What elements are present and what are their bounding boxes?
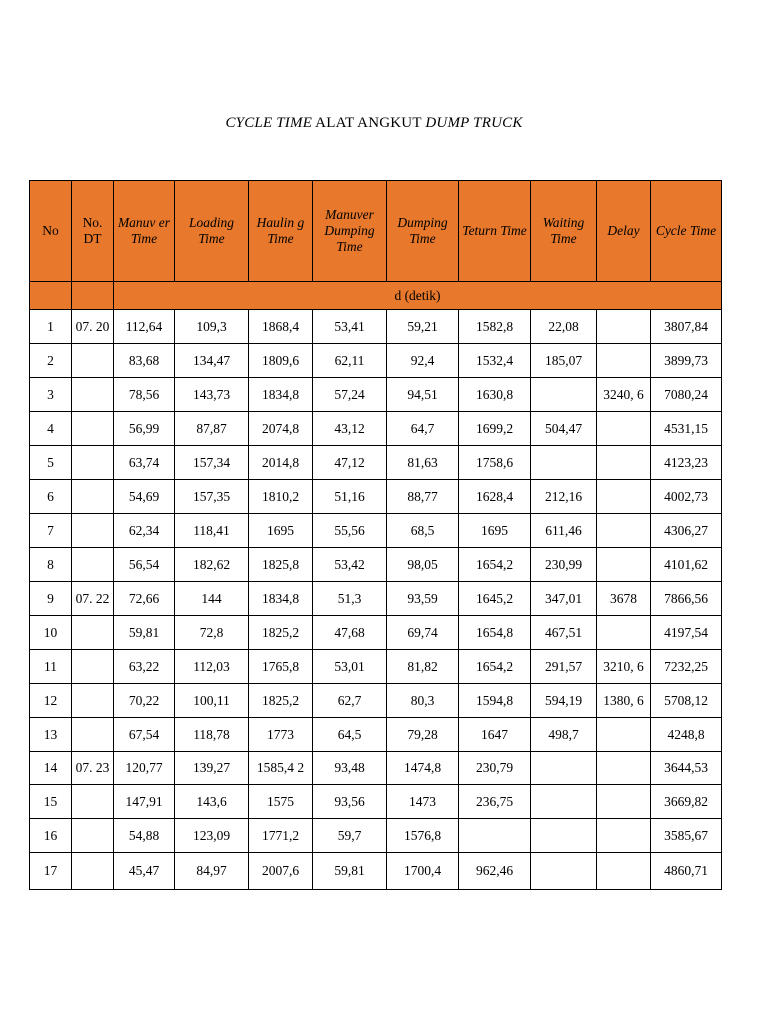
cell-teturn-time: 236,75 [459, 785, 531, 819]
table-row [30, 378, 722, 412]
cell-waiting-time: 22,08 [531, 310, 597, 344]
cell-waiting-time: 498,7 [531, 718, 597, 752]
cell-loading-time: 139,27 [175, 752, 249, 785]
table-row [30, 480, 722, 514]
cell-no: 11 [30, 650, 72, 684]
table-row [30, 718, 722, 752]
table-row [30, 412, 722, 446]
cell-manuver-time: 54,88 [114, 819, 175, 853]
header-teturn-time: Teturn Time [459, 181, 531, 282]
cell-no-dt [72, 616, 114, 650]
cell-hauling-time: 1809,6 [249, 344, 313, 378]
cell-waiting-time [531, 853, 597, 890]
header-cycle-time: Cycle Time [651, 181, 722, 282]
cell-cycle-time: 7866,56 [651, 582, 722, 616]
table-row [30, 616, 722, 650]
title-plain-part: ALAT ANGKUT [312, 115, 426, 131]
cell-manuver-time: 56,99 [114, 412, 175, 446]
header-manuver-dumping-time: Manuver Dumping Time [313, 181, 387, 282]
cell-manuver-dumping-time: 47,68 [313, 616, 387, 650]
cell-hauling-time: 1773 [249, 718, 313, 752]
cell-cycle-time: 4123,23 [651, 446, 722, 480]
cell-no: 4 [30, 412, 72, 446]
table-row [30, 684, 722, 718]
cell-no-dt [72, 412, 114, 446]
table-row [30, 785, 722, 819]
cell-manuver-dumping-time: 55,56 [313, 514, 387, 548]
cell-waiting-time: 185,07 [531, 344, 597, 378]
cell-delay [597, 752, 651, 785]
cell-no-dt [72, 378, 114, 412]
cell-teturn-time: 1654,2 [459, 548, 531, 582]
cell-cycle-time: 3669,82 [651, 785, 722, 819]
cell-teturn-time: 1630,8 [459, 378, 531, 412]
unit-label: d (detik) [114, 282, 722, 310]
page-title [0, 115, 748, 132]
cell-waiting-time: 611,46 [531, 514, 597, 548]
cell-no-dt: 07. 23 [72, 752, 114, 785]
cell-hauling-time: 1695 [249, 514, 313, 548]
cell-delay [597, 785, 651, 819]
cell-manuver-dumping-time: 62,7 [313, 684, 387, 718]
cell-delay [597, 344, 651, 378]
cell-manuver-dumping-time: 93,56 [313, 785, 387, 819]
cell-hauling-time: 1825,8 [249, 548, 313, 582]
cell-cycle-time: 3899,73 [651, 344, 722, 378]
table-row [30, 344, 722, 378]
cell-hauling-time: 2074,8 [249, 412, 313, 446]
cell-delay [597, 548, 651, 582]
table-body [30, 310, 722, 890]
table-row [30, 819, 722, 853]
cell-no-dt [72, 446, 114, 480]
unit-row [30, 282, 722, 310]
cell-delay [597, 819, 651, 853]
cell-loading-time: 144 [175, 582, 249, 616]
cycle-time-table [29, 180, 722, 890]
table-row [30, 582, 722, 616]
cell-dumping-time: 81,63 [387, 446, 459, 480]
cell-hauling-time: 2014,8 [249, 446, 313, 480]
cell-delay [597, 480, 651, 514]
cell-no: 9 [30, 582, 72, 616]
cell-teturn-time: 1645,2 [459, 582, 531, 616]
cell-manuver-time: 54,69 [114, 480, 175, 514]
cell-manuver-time: 112,64 [114, 310, 175, 344]
cell-hauling-time: 1765,8 [249, 650, 313, 684]
header-row [30, 181, 722, 282]
cell-manuver-dumping-time: 59,81 [313, 853, 387, 890]
cell-manuver-time: 78,56 [114, 378, 175, 412]
cell-teturn-time: 1758,6 [459, 446, 531, 480]
cell-manuver-dumping-time: 57,24 [313, 378, 387, 412]
cell-dumping-time: 1474,8 [387, 752, 459, 785]
cell-no-dt [72, 785, 114, 819]
cell-cycle-time: 4248,8 [651, 718, 722, 752]
cell-delay: 3240, 6 [597, 378, 651, 412]
cell-manuver-dumping-time: 59,7 [313, 819, 387, 853]
cell-no-dt [72, 684, 114, 718]
cell-teturn-time: 1628,4 [459, 480, 531, 514]
cell-manuver-dumping-time: 62,11 [313, 344, 387, 378]
header-hauling-time: Haulin g Time [249, 181, 313, 282]
cell-manuver-time: 62,34 [114, 514, 175, 548]
cell-loading-time: 143,6 [175, 785, 249, 819]
table-row [30, 650, 722, 684]
cell-loading-time: 182,62 [175, 548, 249, 582]
cell-dumping-time: 68,5 [387, 514, 459, 548]
cell-cycle-time: 3644,53 [651, 752, 722, 785]
table-row [30, 446, 722, 480]
cell-loading-time: 123,09 [175, 819, 249, 853]
cell-hauling-time: 1585,4 2 [249, 752, 313, 785]
cell-no-dt [72, 344, 114, 378]
cell-loading-time: 109,3 [175, 310, 249, 344]
cell-no-dt [72, 514, 114, 548]
header-waiting-time: Waiting Time [531, 181, 597, 282]
cell-waiting-time: 594,19 [531, 684, 597, 718]
cell-waiting-time: 467,51 [531, 616, 597, 650]
cell-dumping-time: 64,7 [387, 412, 459, 446]
cell-loading-time: 157,35 [175, 480, 249, 514]
cell-manuver-dumping-time: 51,3 [313, 582, 387, 616]
cell-no-dt: 07. 20 [72, 310, 114, 344]
cell-loading-time: 72,8 [175, 616, 249, 650]
cell-no: 8 [30, 548, 72, 582]
cell-manuver-dumping-time: 51,16 [313, 480, 387, 514]
cell-no: 14 [30, 752, 72, 785]
cell-waiting-time: 230,99 [531, 548, 597, 582]
cell-loading-time: 118,78 [175, 718, 249, 752]
cell-dumping-time: 98,05 [387, 548, 459, 582]
cell-dumping-time: 80,3 [387, 684, 459, 718]
cell-loading-time: 112,03 [175, 650, 249, 684]
cell-cycle-time: 5708,12 [651, 684, 722, 718]
cell-manuver-time: 63,22 [114, 650, 175, 684]
cell-hauling-time: 1834,8 [249, 378, 313, 412]
cell-delay [597, 310, 651, 344]
cell-no-dt [72, 548, 114, 582]
table-row [30, 853, 722, 890]
cell-manuver-dumping-time: 64,5 [313, 718, 387, 752]
cell-no-dt [72, 819, 114, 853]
cell-no: 6 [30, 480, 72, 514]
cell-dumping-time: 88,77 [387, 480, 459, 514]
table-row [30, 548, 722, 582]
cell-dumping-time: 1473 [387, 785, 459, 819]
cell-no: 15 [30, 785, 72, 819]
cell-no: 13 [30, 718, 72, 752]
cell-waiting-time: 291,57 [531, 650, 597, 684]
cell-delay [597, 446, 651, 480]
header-loading-time: Loading Time [175, 181, 249, 282]
cell-cycle-time: 7080,24 [651, 378, 722, 412]
cell-loading-time: 157,34 [175, 446, 249, 480]
cell-cycle-time: 4002,73 [651, 480, 722, 514]
cell-manuver-dumping-time: 93,48 [313, 752, 387, 785]
cell-no-dt: 07. 22 [72, 582, 114, 616]
cell-hauling-time: 1834,8 [249, 582, 313, 616]
cell-delay [597, 616, 651, 650]
cell-dumping-time: 59,21 [387, 310, 459, 344]
cell-manuver-time: 59,81 [114, 616, 175, 650]
cell-no: 16 [30, 819, 72, 853]
cell-manuver-time: 72,66 [114, 582, 175, 616]
cell-loading-time: 84,97 [175, 853, 249, 890]
cell-teturn-time [459, 819, 531, 853]
table-row [30, 514, 722, 548]
cell-no: 7 [30, 514, 72, 548]
cell-delay: 3678 [597, 582, 651, 616]
unit-row-blank [72, 282, 114, 310]
cell-waiting-time: 347,01 [531, 582, 597, 616]
unit-row-blank [30, 282, 72, 310]
cell-cycle-time: 3585,67 [651, 819, 722, 853]
cell-no: 2 [30, 344, 72, 378]
cell-cycle-time: 4531,15 [651, 412, 722, 446]
cell-waiting-time [531, 785, 597, 819]
cell-manuver-time: 45,47 [114, 853, 175, 890]
cell-teturn-time: 962,46 [459, 853, 531, 890]
cell-delay [597, 412, 651, 446]
title-italic-dump-truck: DUMP TRUCK [425, 115, 523, 131]
cell-teturn-time: 1699,2 [459, 412, 531, 446]
cell-dumping-time: 1576,8 [387, 819, 459, 853]
cell-no: 17 [30, 853, 72, 890]
header-dumping-time: Dumping Time [387, 181, 459, 282]
cell-cycle-time: 4306,27 [651, 514, 722, 548]
cell-cycle-time: 4197,54 [651, 616, 722, 650]
table-row [30, 752, 722, 785]
cell-no: 10 [30, 616, 72, 650]
cell-loading-time: 134,47 [175, 344, 249, 378]
cell-dumping-time: 92,4 [387, 344, 459, 378]
cell-dumping-time: 94,51 [387, 378, 459, 412]
cell-loading-time: 87,87 [175, 412, 249, 446]
cell-waiting-time: 504,47 [531, 412, 597, 446]
cell-manuver-dumping-time: 47,12 [313, 446, 387, 480]
cell-no: 12 [30, 684, 72, 718]
cell-manuver-dumping-time: 53,42 [313, 548, 387, 582]
cell-dumping-time: 69,74 [387, 616, 459, 650]
cell-manuver-time: 63,74 [114, 446, 175, 480]
cell-no: 3 [30, 378, 72, 412]
title-italic-cycle-time: CYCLE TIME [225, 115, 313, 131]
cell-hauling-time: 1868,4 [249, 310, 313, 344]
cell-waiting-time [531, 752, 597, 785]
header-delay: Delay [597, 181, 651, 282]
cell-cycle-time: 3807,84 [651, 310, 722, 344]
cell-hauling-time: 2007,6 [249, 853, 313, 890]
cell-dumping-time: 1700,4 [387, 853, 459, 890]
cell-no-dt [72, 853, 114, 890]
cell-teturn-time: 1695 [459, 514, 531, 548]
cell-dumping-time: 79,28 [387, 718, 459, 752]
cell-no: 5 [30, 446, 72, 480]
cell-loading-time: 100,11 [175, 684, 249, 718]
cell-no: 1 [30, 310, 72, 344]
cell-waiting-time: 212,16 [531, 480, 597, 514]
cell-teturn-time: 230,79 [459, 752, 531, 785]
cell-hauling-time: 1575 [249, 785, 313, 819]
cell-manuver-time: 83,68 [114, 344, 175, 378]
cell-waiting-time [531, 819, 597, 853]
cell-hauling-time: 1825,2 [249, 684, 313, 718]
cell-cycle-time: 4101,62 [651, 548, 722, 582]
table-row [30, 310, 722, 344]
header-no: No [30, 181, 72, 282]
cell-no-dt [72, 650, 114, 684]
cell-delay: 3210, 6 [597, 650, 651, 684]
cell-loading-time: 143,73 [175, 378, 249, 412]
header-manuver-time: Manuv er Time [114, 181, 175, 282]
cell-manuver-time: 147,91 [114, 785, 175, 819]
cell-waiting-time [531, 378, 597, 412]
cell-cycle-time: 7232,25 [651, 650, 722, 684]
cell-teturn-time: 1532,4 [459, 344, 531, 378]
header-no-dt: No. DT [72, 181, 114, 282]
cell-delay [597, 718, 651, 752]
cell-no-dt [72, 480, 114, 514]
cell-teturn-time: 1647 [459, 718, 531, 752]
cell-hauling-time: 1771,2 [249, 819, 313, 853]
cell-no-dt [72, 718, 114, 752]
cell-dumping-time: 81,82 [387, 650, 459, 684]
cell-manuver-time: 56,54 [114, 548, 175, 582]
cell-manuver-time: 67,54 [114, 718, 175, 752]
cell-hauling-time: 1825,2 [249, 616, 313, 650]
cell-delay: 1380, 6 [597, 684, 651, 718]
cell-manuver-dumping-time: 53,41 [313, 310, 387, 344]
cell-manuver-time: 70,22 [114, 684, 175, 718]
cell-dumping-time: 93,59 [387, 582, 459, 616]
cell-manuver-dumping-time: 43,12 [313, 412, 387, 446]
cell-manuver-time: 120,77 [114, 752, 175, 785]
cell-delay [597, 514, 651, 548]
cell-teturn-time: 1654,8 [459, 616, 531, 650]
cell-delay [597, 853, 651, 890]
cell-waiting-time [531, 446, 597, 480]
cell-teturn-time: 1594,8 [459, 684, 531, 718]
cell-teturn-time: 1654,2 [459, 650, 531, 684]
cell-cycle-time: 4860,71 [651, 853, 722, 890]
cell-hauling-time: 1810,2 [249, 480, 313, 514]
cell-manuver-dumping-time: 53,01 [313, 650, 387, 684]
cell-teturn-time: 1582,8 [459, 310, 531, 344]
cell-loading-time: 118,41 [175, 514, 249, 548]
